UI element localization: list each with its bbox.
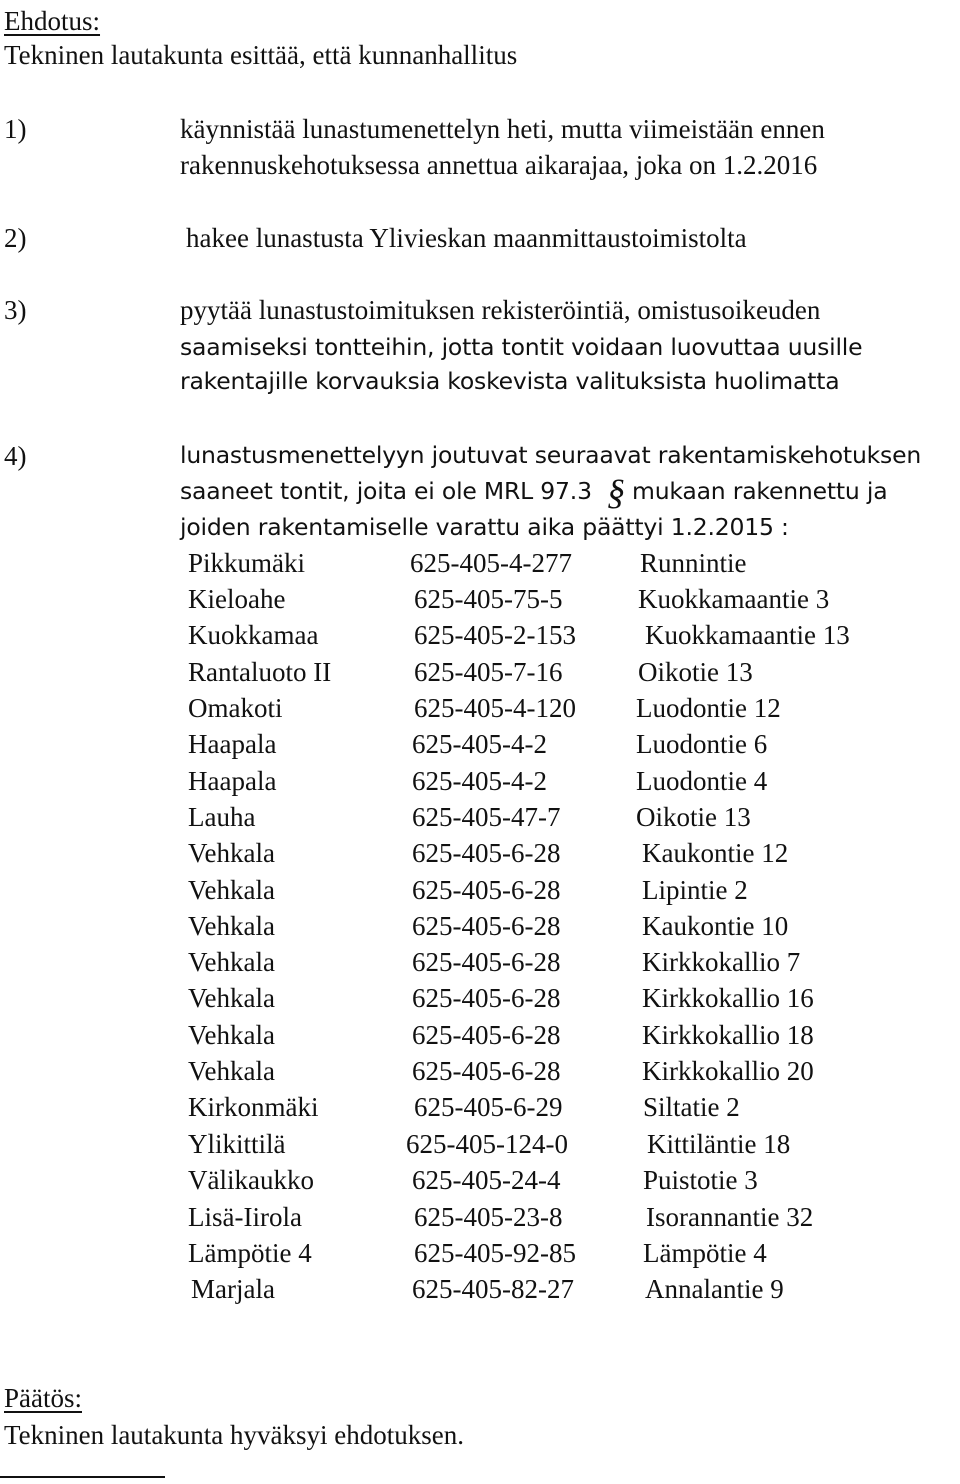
property-name: Ylikittilä [188,1129,286,1159]
property-name: Kirkonmäki [188,1092,319,1122]
property-id: 625-405-124-0 [406,1129,568,1159]
property-row [0,622,960,658]
property-name: Vehkala [188,1020,275,1050]
property-name: Vehkala [188,947,275,977]
property-row [0,949,960,985]
item-text-line: mukaan rakennettu ja [632,477,888,505]
property-id: 625-405-75-5 [414,584,563,614]
property-id: 625-405-4-120 [414,693,576,723]
property-row [0,768,960,804]
proposal-intro: Tekninen lautakunta esittää, että kunnanhallitus [4,40,518,70]
property-row [0,1167,960,1203]
property-row [0,1240,960,1276]
property-name: Haapala [188,766,277,796]
item-text-line: saamiseksi tontteihin, jotta tontit voidaan luovuttaa uusille [180,333,863,361]
property-id: 625-405-6-28 [412,983,561,1013]
property-address: Oikotie 13 [638,657,753,687]
property-address: Kirkkokallio 20 [642,1056,814,1086]
property-address: Kaukontie 10 [642,911,789,941]
property-id: 625-405-6-28 [412,1056,561,1086]
decision-heading: Päätös: [4,1383,82,1413]
property-address: Kirkkokallio 18 [642,1020,814,1050]
property-address: Puistotie 3 [643,1165,758,1195]
section-symbol: § [607,472,625,512]
property-address: Kirkkokallio 7 [642,947,801,977]
property-name: Lämpötie 4 [188,1238,312,1268]
property-row [0,1204,960,1240]
property-id: 625-405-6-29 [414,1092,563,1122]
property-address: Lämpötie 4 [643,1238,767,1268]
property-name: Välikaukko [188,1165,314,1195]
property-id: 625-405-23-8 [414,1202,563,1232]
item-number: 2) [4,223,27,253]
footnote-divider [0,1476,165,1478]
property-address: Luodontie 4 [636,766,768,796]
property-name: Lisä-Iirola [188,1202,302,1232]
property-id: 625-405-6-28 [412,911,561,941]
property-address: Kittiläntie 18 [647,1129,791,1159]
property-name: Lauha [188,802,256,832]
property-row [0,804,960,840]
item-text-line: hakee lunastusta Ylivieskan maanmittaustoimistolta [186,223,747,253]
property-name: Haapala [188,729,277,759]
property-row [0,1094,960,1130]
property-address: Kaukontie 12 [642,838,789,868]
property-row [0,550,960,586]
property-row [0,1131,960,1167]
property-id: 625-405-47-7 [412,802,561,832]
property-name: Vehkala [188,875,275,905]
property-id: 625-405-6-28 [412,838,561,868]
property-address: Oikotie 13 [636,802,751,832]
property-address: Kuokkamaantie 13 [645,620,850,650]
item-text-line: rakentajille korvauksia koskevista valituksista huolimatta [180,367,840,395]
property-row [0,731,960,767]
property-row [0,586,960,622]
property-name: Marjala [191,1274,275,1304]
property-id: 625-405-2-153 [414,620,576,650]
property-id: 625-405-6-28 [412,1020,561,1050]
property-name: Omakoti [188,693,283,723]
property-id: 625-405-4-277 [410,548,572,578]
property-address: Lipintie 2 [642,875,748,905]
property-id: 625-405-7-16 [414,657,563,687]
property-address: Isorannantie 32 [646,1202,814,1232]
property-id: 625-405-82-27 [412,1274,574,1304]
property-row [0,985,960,1021]
property-address: Siltatie 2 [643,1092,740,1122]
property-address: Luodontie 12 [636,693,781,723]
property-row [0,877,960,913]
property-address: Kuokkamaantie 3 [638,584,830,614]
property-name: Vehkala [188,983,275,1013]
property-row [0,913,960,949]
property-id: 625-405-92-85 [414,1238,576,1268]
property-row [0,1058,960,1094]
item-text-line: saaneet tontit, joita ei ole MRL 97.3 [180,477,592,505]
property-address: Annalantie 9 [645,1274,784,1304]
property-row [0,1022,960,1058]
property-name: Pikkumäki [188,548,306,578]
property-row [0,1276,960,1312]
item-text-line: pyytää lunastustoimituksen rekisteröintiä, omistusoikeuden [180,295,821,325]
property-row [0,659,960,695]
property-name: Kieloahe [188,584,286,614]
decision-text: Tekninen lautakunta hyväksyi ehdotuksen. [4,1420,465,1450]
property-row [0,840,960,876]
item-text-line: rakennuskehotuksessa annettua aikarajaa, joka on 1.2.2016 [180,150,818,180]
property-name: Rantaluoto II [188,657,332,687]
property-name: Vehkala [188,838,275,868]
property-address: Kirkkokallio 16 [642,983,814,1013]
item-text-line: käynnistää lunastumenettelyn heti, mutta viimeistään ennen [180,114,825,144]
property-id: 625-405-4-2 [412,766,547,796]
property-name: Vehkala [188,911,275,941]
property-address: Luodontie 6 [636,729,768,759]
item-number: 1) [4,114,27,144]
property-id: 625-405-6-28 [412,947,561,977]
item-number: 3) [4,295,27,325]
property-name: Vehkala [188,1056,275,1086]
property-row [0,695,960,731]
property-id: 625-405-4-2 [412,729,547,759]
property-address: Runnintie [640,548,747,578]
item-text-line: lunastusmenettelyyn joutuvat seuraavat rakentamiskehotuksen [180,441,922,469]
property-name: Kuokkamaa [188,620,319,650]
item-number: 4) [4,441,27,471]
property-id: 625-405-24-4 [412,1165,561,1195]
proposal-heading: Ehdotus: [4,6,101,36]
item-text-line: joiden rakentamiselle varattu aika päättyi 1.2.2015 : [180,513,789,541]
property-id: 625-405-6-28 [412,875,561,905]
